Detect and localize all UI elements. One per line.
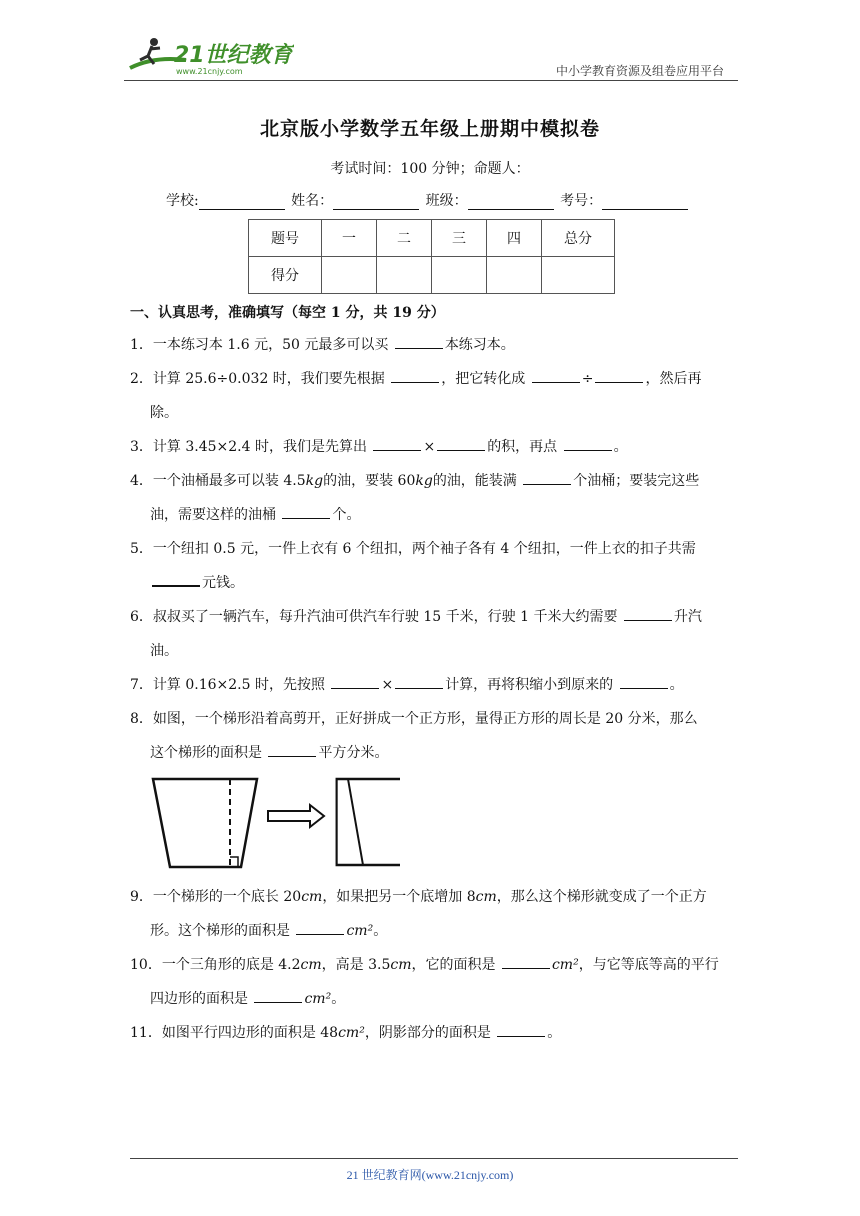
class-label: 班级： xyxy=(425,193,468,209)
answer-blank[interactable] xyxy=(331,674,379,689)
table-cell: 得分 xyxy=(249,257,322,294)
answer-blank[interactable] xyxy=(391,368,439,383)
question-11: 11．如图平行四边形的面积是 48cm²，阴影部分的面积是 。 xyxy=(130,1016,730,1050)
score-cell[interactable] xyxy=(377,257,432,294)
answer-blank[interactable] xyxy=(502,954,550,969)
question-2: 2．计算 25.6÷0.032 时，我们要先根据 ，把它转化成 ÷ ，然后再 除。 xyxy=(130,362,730,430)
footer-divider xyxy=(130,1158,738,1159)
answer-blank[interactable] xyxy=(373,436,421,451)
question-5: 5．一个纽扣 0.5 元，一件上衣有 6 个纽扣，两个袖子各有 4 个纽扣，一件上衣的扣子共需 元钱。 xyxy=(130,541,696,591)
footer-link[interactable]: 21 世纪教育网(www.21cnjy.com) xyxy=(346,1168,514,1182)
table-cell: 总分 xyxy=(542,220,615,257)
question-10: 10．一个三角形的底是 4.2cm，高是 3.5cm，它的面积是 cm²，与它等底等高的平行 四边形的面积是 cm²。 xyxy=(130,948,730,1016)
table-cell: 一 xyxy=(322,220,377,257)
trapezoid-to-square-figure xyxy=(150,773,400,873)
answer-blank[interactable] xyxy=(497,1022,545,1037)
answer-blank[interactable] xyxy=(564,436,612,451)
answer-blank[interactable] xyxy=(296,920,344,935)
exam-info: 考试时间：100 分钟；命题人： xyxy=(330,161,530,177)
school-field[interactable] xyxy=(199,195,285,210)
table-cell: 三 xyxy=(432,220,487,257)
answer-blank[interactable] xyxy=(152,571,200,587)
table-row xyxy=(249,220,615,257)
answer-blank[interactable] xyxy=(437,436,485,451)
table-cell: 四 xyxy=(487,220,542,257)
page-title: 北京版小学数学五年级上册期中模拟卷 xyxy=(259,118,600,140)
score-table xyxy=(248,219,615,294)
answer-blank[interactable] xyxy=(254,988,302,1003)
section-heading: 一、认真思考，准确填写（每空 1 分，共 19 分） xyxy=(130,305,445,321)
runner-logo-icon xyxy=(124,34,294,80)
answer-blank[interactable] xyxy=(282,504,330,519)
arrow-right-icon xyxy=(268,805,324,827)
table-cell: 题号 xyxy=(249,220,322,257)
question-6: 6．叔叔买了一辆汽车，每升汽油可供汽车行驶 15 千米，行驶 1 千米大约需要 升汽 油。 xyxy=(130,600,730,668)
answer-blank[interactable] xyxy=(523,470,571,485)
question-3: 3．计算 3.45×2.4 时，我们是先算出 × 的积，再点 。 xyxy=(130,430,730,464)
school-label: 学校: xyxy=(166,193,199,209)
question-1: 1．一本练习本 1.6 元，50 元最多可以买 本练习本。 xyxy=(130,328,730,362)
exam-number-field[interactable] xyxy=(602,195,688,210)
answer-blank[interactable] xyxy=(620,674,668,689)
score-cell[interactable] xyxy=(322,257,377,294)
svg-text:www.21cnjy.com: www.21cnjy.com xyxy=(176,67,243,76)
table-cell: 二 xyxy=(377,220,432,257)
answer-blank[interactable] xyxy=(268,742,316,757)
answer-blank[interactable] xyxy=(532,368,580,383)
score-cell[interactable] xyxy=(487,257,542,294)
name-label: 姓名： xyxy=(291,193,334,209)
answer-blank[interactable] xyxy=(624,606,672,621)
name-field[interactable] xyxy=(333,195,419,210)
table-row xyxy=(249,257,615,294)
student-info-line xyxy=(166,190,690,210)
site-logo xyxy=(124,34,294,80)
answer-blank[interactable] xyxy=(595,368,643,383)
question-8: 8．如图，一个梯形沿着高剪开，正好拼成一个正方形，量得正方形的周长是 20 分米，那么 这个梯形的面积是 平方分米。 xyxy=(130,711,698,761)
exam-number-label: 考号： xyxy=(560,193,603,209)
svg-text:21世纪教育: 21世纪教育 xyxy=(174,43,293,68)
answer-blank[interactable] xyxy=(395,674,443,689)
answer-blank[interactable] xyxy=(395,334,443,349)
square-shape xyxy=(337,779,400,865)
question-7: 7．计算 0.16×2.5 时，先按照 × 计算，再将积缩小到原来的 。 xyxy=(130,668,730,702)
class-field[interactable] xyxy=(468,195,554,210)
question-4: 4．一个油桶最多可以装 4.5kg的油，要装 60kg的油，能装满 个油桶；要装完这些 油，需要这样的油桶 个。 xyxy=(130,464,730,532)
score-cell[interactable] xyxy=(432,257,487,294)
header-divider xyxy=(124,80,738,81)
platform-name: 中小学教育资源及组卷应用平台 xyxy=(555,64,724,78)
question-9: 9．一个梯形的一个底长 20cm，如果把另一个底增加 8cm，那么这个梯形就变成了一个正方 形。这个梯形的面积是 cm²。 xyxy=(130,889,707,939)
score-cell[interactable] xyxy=(542,257,615,294)
trapezoid-shape xyxy=(153,779,257,867)
